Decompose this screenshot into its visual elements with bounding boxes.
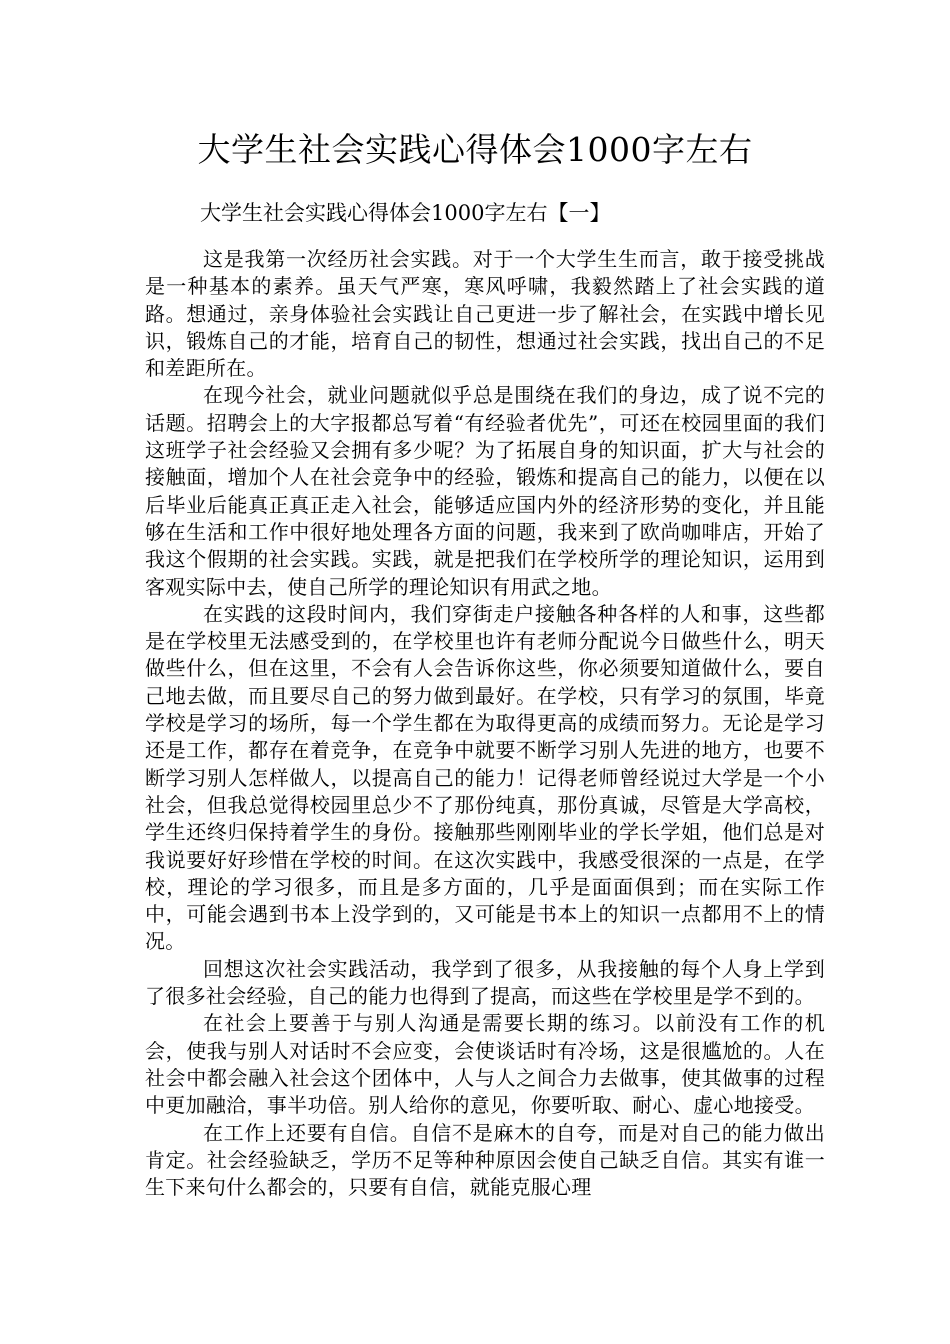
paragraph: 在现今社会，就业问题就似乎总是围绕在我们的身边，成了说不完的话题。招聘会上的大字报都总写着“有经验者优先”，可还在校园里面的我们这班学子社会经验又会拥有多少呢？为了拓展自身的知识面，扩大与社会的接触面，增加个人在社会竞争中的经验，锻炼和提高自己的能力，以便在以后毕业后能真正真正走入社会，能够适应国内外的经济形势的变化，并且能够在生活和工作中很好地处理各方面的问题，我来到了欧尚咖啡店，开始了我这个假期的社会实践。实践，就是把我们在学校所学的理论知识，运用到客观实际中去，使自己所学的理论知识有用武之地。 (145, 383, 825, 599)
document-title: 大学生社会实践心得体会1000字左右 (197, 130, 753, 169)
section-heading: 大学生社会实践心得体会1000字左右【一】 (200, 201, 611, 225)
paragraph: 回想这次社会实践活动，我学到了很多，从我接触的每个人身上学到了很多社会经验，自己的能力也得到了提高，而这些在学校里是学不到的。 (145, 956, 825, 1009)
paragraph: 这是我第一次经历社会实践。对于一个大学生生而言，敢于接受挑战是一种基本的素养。虽天气严寒，寒风呼啸，我毅然踏上了社会实践的道路。想通过，亲身体验社会实践让自己更进一步了解社会，在实践中增长见识，锻炼自己的才能，培育自己的韧性，想通过社会实践，找出自己的不足和差距所在。 (145, 247, 825, 381)
paragraph: 在社会上要善于与别人沟通是需要长期的练习。以前没有工作的机会，使我与别人对话时不会应变，会使谈话时有冷场，这是很尴尬的。人在社会中都会融入社会这个团体中，人与人之间合力去做事，使其做事的过程中更加融洽，事半功倍。别人给你的意见，你要听取、耐心、虚心地接受。 (145, 1011, 825, 1118)
paragraph: 在工作上还要有自信。自信不是麻木的自夸，而是对自己的能力做出肯定。社会经验缺乏，学历不足等种种原因会使自己缺乏自信。其实有谁一生下来句什么都会的，只要有自信，就能克服心理 (145, 1120, 825, 1200)
document-body (145, 246, 825, 1201)
paragraph: 在实践的这段时间内，我们穿街走户接触各种各样的人和事，这些都是在学校里无法感受到的，在学校里也许有老师分配说今日做些什么，明天做些什么，但在这里，不会有人会告诉你这些，你必须要知道做什么，要自己地去做，而且要尽自己的努力做到最好。在学校，只有学习的氛围，毕竟学校是学习的场所，每一个学生都在为取得更高的成绩而努力。无论是学习还是工作，都存在着竞争，在竞争中就要不断学习别人先进的地方，也要不断学习别人怎样做人，以提高自己的能力！记得老师曾经说过大学是一个小社会，但我总觉得校园里总少不了那份纯真，那份真诚，尽管是大学高校，学生还终归保持着学生的身份。接触那些刚刚毕业的学长学姐，他们总是对我说要好好珍惜在学校的时间。在这次实践中，我感受很深的一点是，在学校，理论的学习很多，而且是多方面的，几乎是面面俱到；而在实际工作中，可能会遇到书本上没学到的，又可能是书本上的知识一点都用不上的情况。 (145, 601, 825, 954)
